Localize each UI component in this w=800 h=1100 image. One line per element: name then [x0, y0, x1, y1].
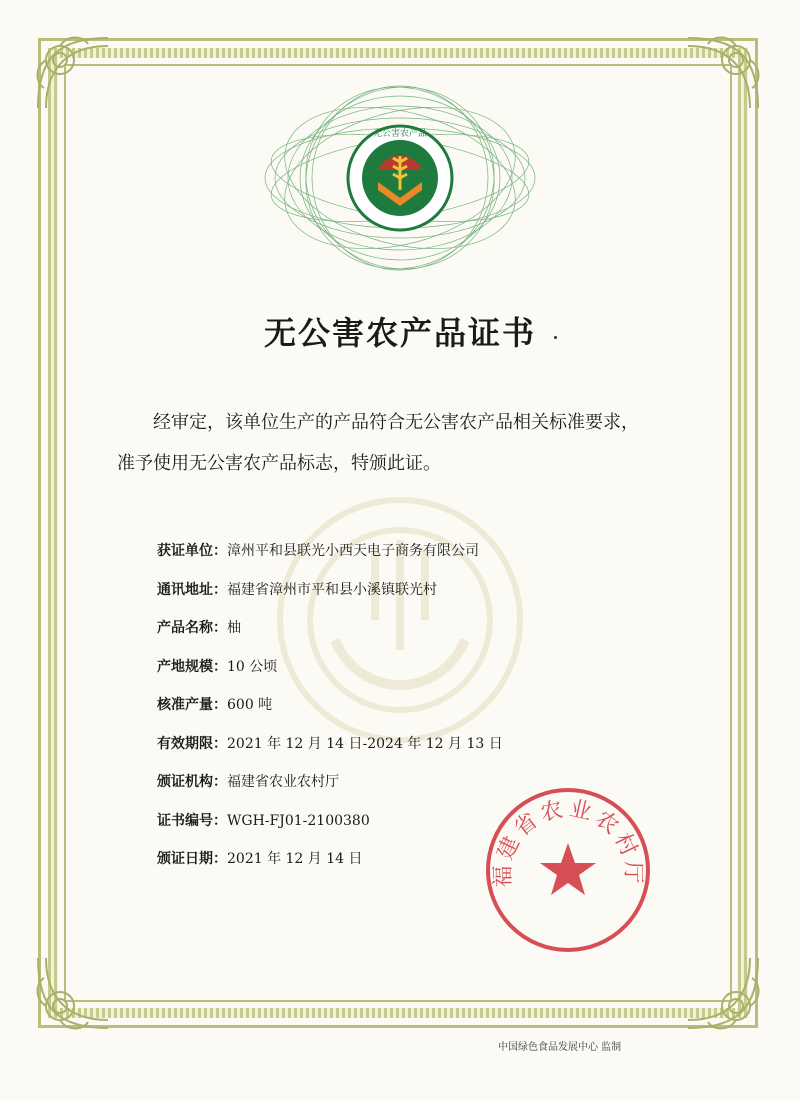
- certificate-title: 无公害农产品证书: [263, 314, 536, 352]
- corner-ornament-icon: [678, 948, 768, 1038]
- corner-ornament-icon: [28, 948, 118, 1038]
- field-value: 600 吨: [227, 697, 273, 713]
- emblem-ring-text: 无公害农产品: [372, 129, 428, 139]
- star-icon: [540, 843, 596, 895]
- field-label: 证书编号：: [157, 812, 227, 829]
- field-row: [157, 656, 677, 695]
- field-row: [157, 733, 677, 772]
- seal-text: 福建省农业农村厅: [490, 796, 646, 888]
- field-row: [157, 579, 677, 618]
- field-label: 有效期限：: [157, 735, 227, 752]
- field-label: 颁证机构：: [157, 774, 227, 790]
- footer-supervisor: 中国绿色食品发展中心 监制: [498, 1042, 622, 1053]
- field-value: 福建省漳州市平和县小溪镇联光村: [227, 581, 437, 598]
- field-label: 通讯地址：: [157, 581, 227, 598]
- field-value: 10 公顷: [227, 658, 278, 675]
- field-label: 产地规模：: [157, 658, 227, 675]
- corner-ornament-icon: [28, 28, 118, 118]
- statement-line-2: 准予使用无公害农产品标志，特颁此证。: [117, 453, 441, 474]
- field-value: 2021 年 12 月 14 日-2024 年 12 月 13 日: [227, 735, 503, 752]
- field-label: 颁证日期：: [157, 851, 227, 867]
- statement-line-1: 经审定，该单位生产的产品符合无公害农产品相关标准要求，: [153, 412, 639, 433]
- field-value: 2021 年 12 月 14 日: [227, 851, 363, 867]
- field-row: [157, 694, 677, 733]
- field-label: 核准产量：: [157, 697, 227, 713]
- corner-ornament-icon: [678, 28, 768, 118]
- field-value: 漳州平和县联光小西天电子商务有限公司: [227, 543, 479, 559]
- field-value: 柚: [227, 620, 241, 636]
- official-seal: [483, 785, 653, 955]
- field-value: 福建省农业农村厅: [227, 774, 339, 790]
- field-row: [157, 540, 677, 579]
- field-row: [157, 617, 677, 656]
- field-label: 产品名称：: [157, 620, 227, 636]
- field-value: WGH-FJ01-2100380: [227, 812, 370, 829]
- field-label: 获证单位：: [157, 543, 227, 559]
- pollution-free-emblem: [260, 78, 540, 278]
